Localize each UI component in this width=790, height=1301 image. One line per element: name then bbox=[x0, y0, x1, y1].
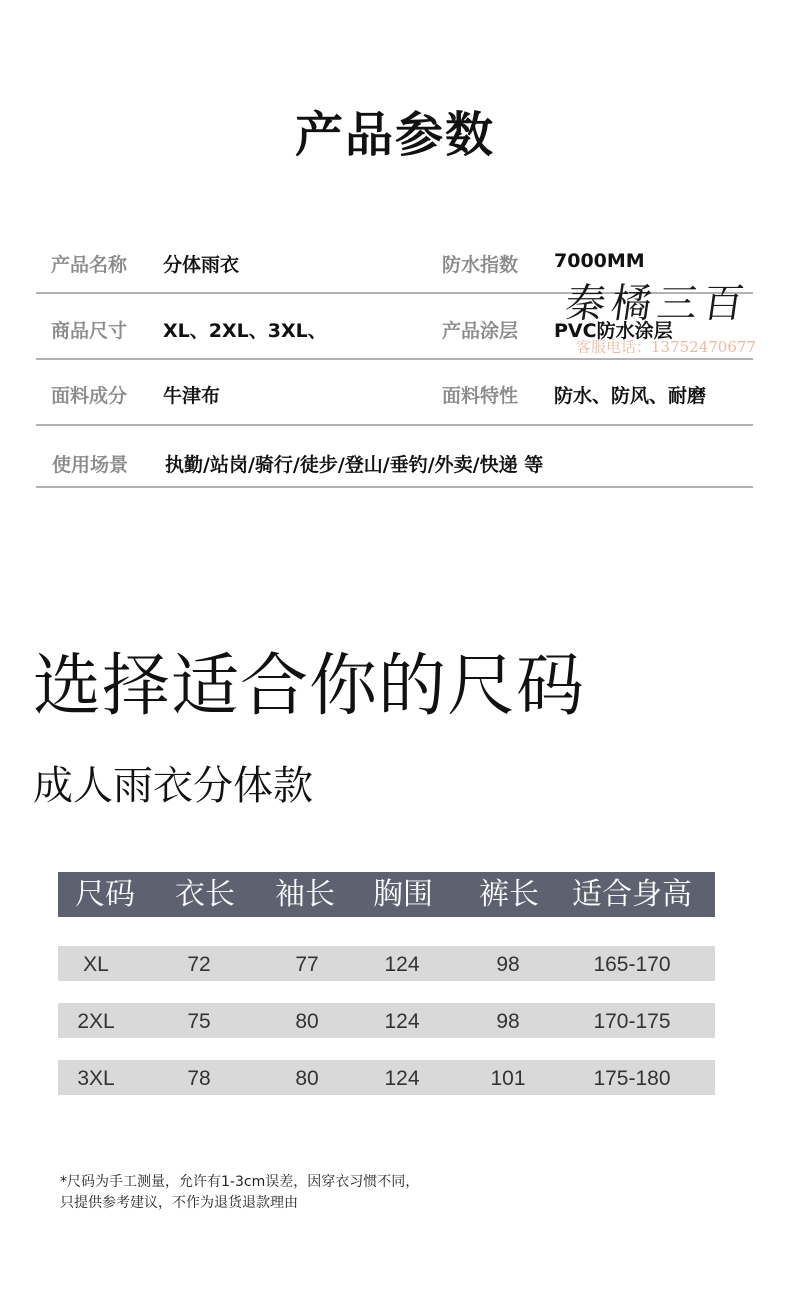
param-value: 7000MM bbox=[554, 250, 645, 272]
param-value: PVC防水涂层 bbox=[554, 320, 673, 342]
table-cell: 170-175 bbox=[593, 1010, 671, 1033]
table-cell: 124 bbox=[384, 1067, 420, 1090]
param-row-size bbox=[36, 294, 753, 360]
table-row bbox=[58, 1060, 715, 1095]
table-cell: 75 bbox=[187, 1010, 211, 1033]
table-cell: 2XL bbox=[77, 1010, 115, 1033]
table-row bbox=[58, 1003, 715, 1038]
param-label: 面料成分 bbox=[51, 385, 128, 407]
param-label: 使用场景 bbox=[52, 454, 129, 476]
table-cell: 78 bbox=[187, 1067, 211, 1090]
table-header-cell: 衣长 bbox=[175, 877, 235, 912]
table-cell: 3XL bbox=[77, 1067, 115, 1090]
table-header-cell: 裤长 bbox=[479, 877, 539, 912]
param-value: 牛津布 bbox=[163, 385, 221, 407]
table-cell: 165-170 bbox=[593, 953, 671, 976]
param-row-usage bbox=[36, 426, 753, 488]
table-cell: 98 bbox=[496, 953, 520, 976]
table-row bbox=[58, 946, 715, 981]
table-cell: 77 bbox=[295, 953, 319, 976]
param-label: 防水指数 bbox=[442, 254, 519, 276]
table-cell: 124 bbox=[384, 1010, 420, 1033]
table-header-cell: 尺码 bbox=[75, 877, 135, 912]
return-note: 只提供参考建议，不作为退货退款理由 bbox=[60, 1195, 298, 1211]
param-label: 产品名称 bbox=[51, 254, 128, 276]
table-header-cell: 胸围 bbox=[373, 877, 433, 912]
table-cell: 80 bbox=[295, 1067, 319, 1090]
param-label: 产品涂层 bbox=[442, 320, 519, 342]
measurement-note: *尺码为手工测量，允许有1-3cm误差，因穿衣习惯不同， bbox=[60, 1174, 420, 1190]
param-value: XL、2XL、3XL、 bbox=[163, 320, 327, 342]
table-cell: 175-180 bbox=[593, 1067, 671, 1090]
table-header-cell: 适合身高 bbox=[572, 877, 692, 912]
table-header-cell: 袖长 bbox=[275, 877, 335, 912]
params-title: 产品参数 bbox=[294, 107, 495, 163]
watermark-brand: 秦橘三百 bbox=[562, 281, 753, 327]
watermark-contact: 客服电话：13752470677 bbox=[576, 338, 756, 356]
param-row-material bbox=[36, 360, 753, 426]
param-value: 分体雨衣 bbox=[163, 254, 240, 276]
table-cell: 80 bbox=[295, 1010, 319, 1033]
size-heading: 选择适合你的尺码 bbox=[33, 647, 586, 726]
size-subheading: 成人雨衣分体款 bbox=[33, 763, 313, 809]
param-label: 面料特性 bbox=[442, 385, 519, 407]
param-row-name bbox=[36, 241, 753, 294]
table-cell: 124 bbox=[384, 953, 420, 976]
table-cell: 72 bbox=[187, 953, 211, 976]
param-value: 执勤/站岗/骑行/徒步/登山/垂钓/外卖/快递 等 bbox=[165, 454, 544, 476]
param-label: 商品尺寸 bbox=[51, 320, 128, 342]
table-cell: XL bbox=[83, 953, 109, 976]
size-table-header bbox=[58, 872, 715, 917]
table-cell: 101 bbox=[490, 1067, 526, 1090]
table-cell: 98 bbox=[496, 1010, 520, 1033]
param-value: 防水、防风、耐磨 bbox=[554, 385, 707, 407]
